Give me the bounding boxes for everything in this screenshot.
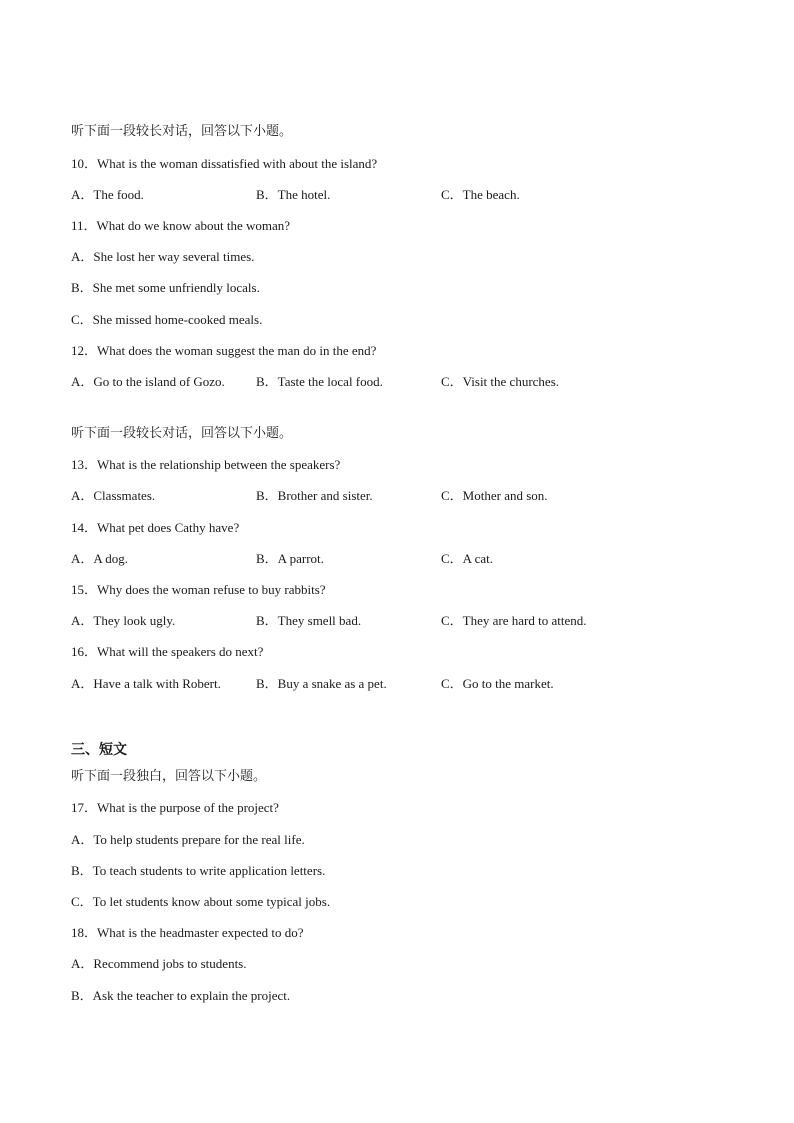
question-18-option-b: B．Ask the teacher to explain the project. (71, 988, 291, 1003)
question-11-option-c: C．She missed home-cooked meals. (71, 312, 263, 327)
question-13-stem: 13．What is the relationship between the speakers? (71, 457, 341, 472)
question-16-option-a: A．Have a talk with Robert. (71, 676, 221, 691)
question-15-option-b: B．They smell bad. (256, 613, 362, 628)
question-13-option-c: C．Mother and son. (441, 488, 548, 503)
question-17-option-a: A．To help students prepare for the real life. (71, 832, 305, 847)
question-13-option-a: A．Classmates. (71, 488, 156, 503)
question-12-option-b: B．Taste the local food. (256, 374, 383, 389)
question-10-option-a: A．The food. (71, 187, 144, 202)
question-15-option-c: C．They are hard to attend. (441, 613, 587, 628)
question-10-option-c: C．The beach. (441, 187, 520, 202)
question-10-option-b: B．The hotel. (256, 187, 331, 202)
question-12-option-a: A．Go to the island of Gozo. (71, 374, 225, 389)
question-15-option-a: A．They look ugly. (71, 613, 176, 628)
question-14-option-c: C．A cat. (441, 551, 493, 566)
question-12-option-c: C．Visit the churches. (441, 374, 560, 389)
question-18-option-a: A．Recommend jobs to students. (71, 956, 247, 971)
question-18-stem: 18．What is the headmaster expected to do? (71, 925, 304, 940)
group-intro: 听下面一段较长对话，回答以下小题。 (71, 124, 293, 139)
group-intro: 听下面一段独白，回答以下小题。 (71, 769, 267, 784)
question-11-option-a: A．She lost her way several times. (71, 249, 255, 264)
question-14-option-b: B．A parrot. (256, 551, 324, 566)
question-16-option-c: C．Go to the market. (441, 676, 554, 691)
question-17-option-c: C．To let students know about some typical jobs. (71, 894, 331, 909)
question-11-stem: 11．What do we know about the woman? (71, 218, 291, 233)
question-12-stem: 12．What does the woman suggest the man do in the end? (71, 343, 377, 358)
question-10-stem: 10．What is the woman dissatisfied with about the island? (71, 156, 378, 171)
question-17-stem: 17．What is the purpose of the project? (71, 800, 279, 815)
question-13-option-b: B．Brother and sister. (256, 488, 373, 503)
section-heading: 三、短文 (71, 742, 127, 758)
question-14-option-a: A．A dog. (71, 551, 129, 566)
question-17-option-b: B．To teach students to write application letters. (71, 863, 326, 878)
question-11-option-b: B．She met some unfriendly locals. (71, 280, 260, 295)
question-16-option-b: B．Buy a snake as a pet. (256, 676, 387, 691)
question-14-stem: 14．What pet does Cathy have? (71, 520, 240, 535)
question-15-stem: 15．Why does the woman refuse to buy rabbits? (71, 582, 326, 597)
group-intro: 听下面一段较长对话，回答以下小题。 (71, 426, 293, 441)
question-16-stem: 16．What will the speakers do next? (71, 644, 264, 659)
